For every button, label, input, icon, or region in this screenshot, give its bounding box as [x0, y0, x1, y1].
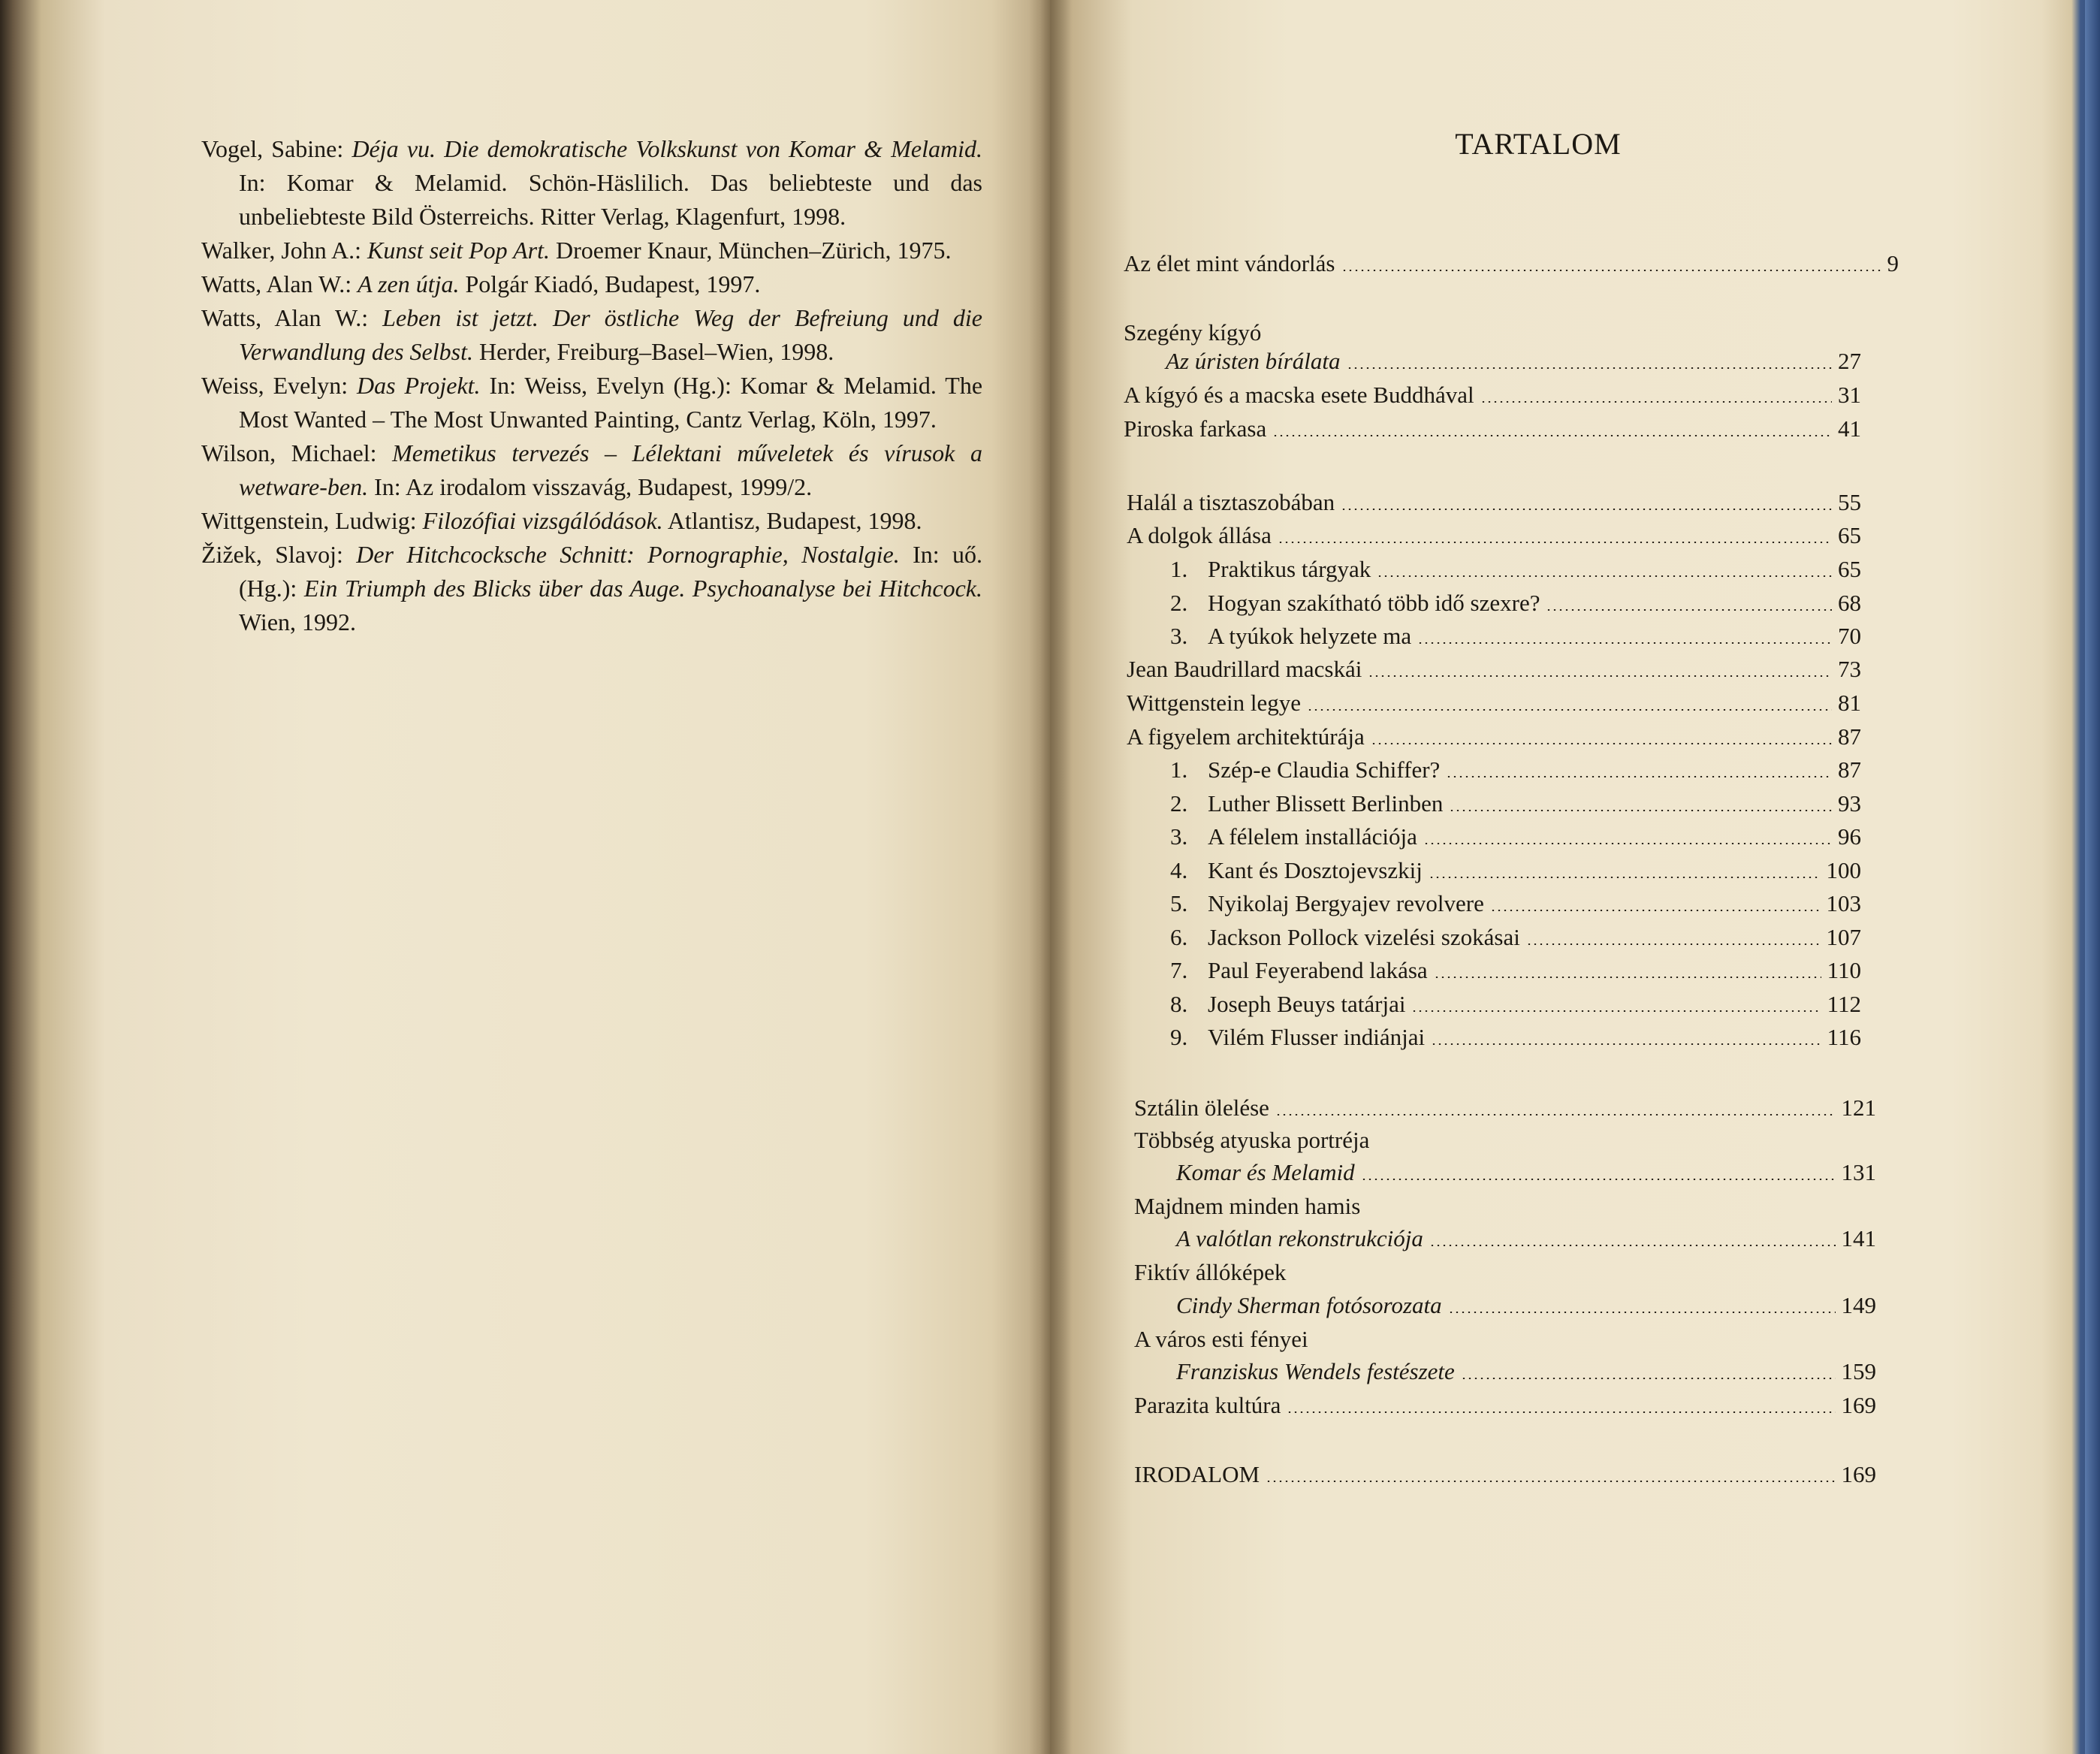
dot-leader	[1449, 810, 1832, 811]
toc-entry[interactable]	[1134, 1125, 1369, 1156]
toc-page-number: 41	[1838, 415, 1861, 442]
bib-entry	[201, 369, 982, 436]
toc-entry[interactable]	[1124, 413, 1861, 445]
bib-details: Polgár Kiadó, Budapest, 1997.	[459, 270, 761, 297]
dot-leader	[1429, 1245, 1836, 1246]
toc-entry[interactable]	[1124, 317, 1261, 349]
toc-entry-title: A figyelem architektúrája	[1127, 723, 1365, 750]
toc-page-number: 9	[1887, 250, 1899, 276]
dot-leader	[1272, 435, 1832, 436]
bib-author: Wittgenstein, Ludwig:	[201, 507, 423, 534]
bib-author: Walker, John A.:	[201, 237, 367, 264]
dot-leader	[1434, 977, 1821, 978]
toc-entry-title: Cindy Sherman fotósorozata	[1176, 1292, 1442, 1318]
dot-leader	[1446, 776, 1832, 777]
bib-title: Memetikus tervezés – Lélektani műveletek és vírusok a wetware-ben.	[239, 439, 983, 500]
toc-entry-label: Paul Feyerabend lakása	[1208, 957, 1428, 983]
toc-entry[interactable]	[1170, 855, 1861, 886]
toc-entry-number: 8.	[1170, 991, 1188, 1017]
toc-page-number: 73	[1838, 656, 1861, 682]
toc-page-number: 68	[1838, 590, 1861, 616]
toc-entry-number: 4.	[1170, 857, 1188, 883]
toc-page-number: 149	[1841, 1292, 1876, 1318]
toc-entry[interactable]	[1170, 587, 1861, 619]
toc-entry-label: Vilém Flusser indiánjai	[1208, 1024, 1426, 1050]
bib-details: In: Az irodalom visszavág, Budapest, 1999/2.	[368, 473, 813, 500]
toc-entry-title: A kígyó és a macska esete Buddhával	[1124, 382, 1474, 408]
toc-entry[interactable]	[1134, 1459, 1876, 1490]
dot-leader	[1526, 943, 1821, 945]
toc-entry[interactable]	[1127, 487, 1861, 518]
toc-entry-label: A tyúkok helyzete ma	[1208, 623, 1412, 649]
bib-title: Filozófiai vizsgálódások.	[422, 507, 663, 534]
dot-leader	[1417, 642, 1832, 644]
toc-entry[interactable]	[1127, 721, 1861, 753]
toc-entry-title	[1170, 788, 1443, 820]
toc-page-number: 131	[1841, 1159, 1876, 1185]
toc-entry-number: 2.	[1170, 590, 1188, 616]
toc-page-number: 116	[1827, 1024, 1861, 1050]
toc-page-number: 70	[1838, 623, 1861, 649]
toc-entry-title	[1170, 620, 1411, 652]
toc-entry-number: 3.	[1170, 623, 1188, 649]
bib-entry	[201, 132, 982, 234]
toc-page-number: 169	[1841, 1461, 1876, 1487]
toc-entry-title	[1170, 888, 1484, 919]
toc-page-number: 96	[1838, 823, 1861, 850]
dot-leader	[1287, 1411, 1835, 1413]
bib-title: Déja vu. Die demokratische Volkskunst von Komar & Melamid.	[352, 135, 982, 162]
bib-entry	[201, 538, 982, 639]
toc-entry-title: Komar és Melamid	[1176, 1159, 1355, 1185]
toc-entry-title: Többség atyuska portréja	[1134, 1127, 1370, 1153]
bib-author: Watts, Alan W.:	[201, 304, 383, 331]
bib-entry	[201, 234, 982, 267]
dot-leader	[1431, 1043, 1821, 1045]
toc-entry[interactable]	[1170, 788, 1861, 820]
toc-entry[interactable]	[1134, 1390, 1876, 1421]
toc-entry-title	[1170, 922, 1520, 953]
dot-leader	[1371, 743, 1832, 744]
toc-entry-title: A város esti fényei	[1134, 1326, 1308, 1352]
dot-leader	[1377, 575, 1832, 577]
toc-entry[interactable]	[1170, 888, 1861, 919]
toc-entry-title: Jean Baudrillard macskái	[1127, 656, 1362, 682]
bib-details: Herder, Freiburg–Basel–Wien, 1998.	[472, 338, 834, 365]
bib-entry	[201, 504, 982, 538]
toc-entry[interactable]	[1170, 922, 1861, 953]
toc-entry-label: Luther Blissett Berlinben	[1208, 790, 1444, 817]
toc-entry[interactable]	[1134, 1324, 1308, 1355]
toc-entry-number: 2.	[1170, 790, 1188, 817]
toc-title: TARTALOM	[1455, 127, 1622, 161]
toc-entry-label: Hogyan szakítható több idő szexre?	[1208, 590, 1540, 616]
dot-leader	[1368, 675, 1832, 677]
toc-entry-title	[1170, 989, 1405, 1020]
toc-entry-title: Franziskus Wendels festészete	[1176, 1358, 1455, 1384]
toc-entry-title	[1170, 1022, 1425, 1053]
toc-entry[interactable]	[1127, 687, 1861, 719]
toc-entry[interactable]	[1170, 989, 1861, 1020]
toc-entry[interactable]	[1134, 1257, 1286, 1288]
dot-leader	[1490, 910, 1821, 911]
toc-entry-title: A dolgok állása	[1127, 522, 1272, 548]
bibliography-list	[201, 132, 982, 639]
dot-leader	[1347, 367, 1832, 369]
toc-entry-title: Piroska farkasa	[1124, 415, 1267, 442]
toc-entry-title: Az élet mint vándorlás	[1124, 250, 1335, 276]
toc-entry-number: 5.	[1170, 890, 1188, 916]
toc-page-number: 87	[1838, 756, 1861, 783]
toc-page-number: 81	[1838, 690, 1861, 716]
toc-page-number: 169	[1841, 1392, 1876, 1418]
toc-entry-title	[1170, 955, 1428, 986]
toc-entry-title: A valótlan rekonstrukciója	[1176, 1225, 1423, 1251]
bib-details: In: uő. (Hg.):	[239, 541, 983, 602]
toc-entry-title	[1170, 754, 1440, 786]
bib-title: Leben ist jetzt. Der östliche Weg der Befreiung und die Verwandlung des Selbst.	[239, 304, 983, 365]
toc-entry[interactable]	[1166, 346, 1861, 377]
toc-entry[interactable]	[1127, 520, 1861, 551]
toc-entry-title	[1170, 587, 1540, 619]
toc-entry-label: Kant és Dosztojevszkij	[1208, 857, 1423, 883]
toc-entry-title	[1170, 554, 1371, 585]
bib-title: Das Projekt.	[357, 372, 481, 399]
toc-entry[interactable]	[1170, 554, 1861, 585]
toc-page-number: 141	[1841, 1225, 1876, 1251]
toc-page-number: 55	[1838, 489, 1861, 515]
toc-entry[interactable]	[1176, 1356, 1876, 1387]
toc-page-number: 65	[1838, 522, 1861, 548]
toc-entry[interactable]	[1124, 248, 1899, 279]
toc-entry-number: 3.	[1170, 823, 1188, 850]
toc-entry-label: Szép-e Claudia Schiffer?	[1208, 756, 1441, 783]
toc-entry-title: Wittgenstein legye	[1127, 690, 1302, 716]
bib-author: Vogel, Sabine:	[201, 135, 352, 162]
toc-entry-title: Majdnem minden hamis	[1134, 1193, 1361, 1219]
toc-entry-number: 9.	[1170, 1024, 1188, 1050]
dot-leader	[1361, 1179, 1836, 1180]
dot-leader	[1278, 542, 1832, 543]
dot-leader	[1480, 401, 1832, 403]
bib-title: Kunst seit Pop Art.	[367, 237, 550, 264]
toc-entry[interactable]	[1170, 754, 1861, 786]
toc-page-number: 31	[1838, 382, 1861, 408]
bib-details: Wien, 1992.	[239, 608, 357, 635]
toc-entry-title	[1170, 855, 1423, 886]
dot-leader	[1546, 609, 1832, 611]
dot-leader	[1429, 877, 1821, 878]
bib-author: Žižek, Slavoj:	[201, 541, 357, 568]
bib-details: Atlantisz, Budapest, 1998.	[662, 507, 922, 534]
bib-details: In: Komar & Melamid. Schön-Häslilich. Das beliebteste und das unbeliebteste Bild Österreichs. Ritter Verlag, Klagenfurt, 1998.	[239, 169, 982, 230]
toc-page-number: 110	[1827, 957, 1861, 983]
toc-page-number: 121	[1841, 1094, 1876, 1121]
toc-entry-label: Nyikolaj Bergyajev revolvere	[1208, 890, 1484, 916]
cover-edge	[2085, 0, 2100, 1754]
dot-leader	[1341, 270, 1881, 271]
toc-entry-number: 1.	[1170, 556, 1188, 582]
toc-entry-number: 6.	[1170, 924, 1188, 950]
dot-leader	[1275, 1114, 1836, 1115]
toc-entry-title: Az úristen bírálata	[1166, 348, 1341, 374]
dot-leader	[1423, 843, 1832, 844]
toc-entry-label: A félelem installációja	[1208, 823, 1417, 850]
bib-author: Watts, Alan W.:	[201, 270, 358, 297]
toc-entry-label: Joseph Beuys tatárjai	[1208, 991, 1406, 1017]
toc-entry[interactable]	[1134, 1191, 1360, 1222]
toc-entry[interactable]	[1176, 1290, 1876, 1321]
dot-leader	[1461, 1378, 1836, 1379]
toc-page-number: 87	[1838, 723, 1861, 750]
bib-entry	[201, 436, 982, 504]
toc-entry-number: 7.	[1170, 957, 1188, 983]
book-gutter	[1029, 0, 1071, 1754]
toc-page-number: 100	[1826, 857, 1861, 883]
toc-entry-title: IRODALOM	[1134, 1461, 1260, 1487]
dot-leader	[1307, 709, 1832, 711]
bib-title: Ein Triumph des Blicks über das Auge. Psychoanalyse bei Hitchcock.	[303, 575, 983, 602]
toc-page-number: 93	[1838, 790, 1861, 817]
toc-entry[interactable]	[1170, 1022, 1861, 1053]
toc-entry[interactable]	[1170, 955, 1861, 986]
toc-page-number: 103	[1826, 890, 1861, 916]
bib-details: In: Weiss, Evelyn (Hg.): Komar & Melamid. The Most Wanted – The Most Unwanted Painting, Cantz Verlag, Köln, 1997.	[239, 372, 983, 433]
toc-entry[interactable]	[1176, 1157, 1876, 1188]
toc-entry-number: 1.	[1170, 756, 1188, 783]
toc-entry-title: Sztálin ölelése	[1134, 1094, 1269, 1121]
toc-entry[interactable]	[1124, 379, 1861, 411]
toc-page-number: 65	[1838, 556, 1861, 582]
toc-entry[interactable]	[1170, 620, 1861, 652]
toc-page-number: 27	[1838, 348, 1861, 374]
bib-title: Der Hitchcocksche Schnitt: Pornographie, Nostalgie.	[356, 541, 900, 568]
toc-entry-title: Szegény kígyó	[1124, 319, 1262, 346]
toc-entry-title: Parazita kultúra	[1134, 1392, 1281, 1418]
toc-entry-title: Halál a tisztaszobában	[1127, 489, 1335, 515]
toc-entry[interactable]	[1176, 1223, 1876, 1254]
toc-entry-label: Praktikus tárgyak	[1208, 556, 1371, 582]
toc-page-number: 159	[1841, 1358, 1876, 1384]
dot-leader	[1448, 1312, 1836, 1313]
bib-entry	[201, 267, 982, 301]
toc-page-number: 112	[1827, 991, 1861, 1017]
toc-entry-title	[1170, 821, 1417, 853]
toc-page-number: 107	[1826, 924, 1861, 950]
bib-author: Wilson, Michael:	[201, 439, 393, 466]
dot-leader	[1411, 1010, 1821, 1012]
toc-entry-title: Fiktív állóképek	[1134, 1259, 1287, 1285]
dot-leader	[1266, 1481, 1835, 1482]
bib-author: Weiss, Evelyn:	[201, 372, 358, 399]
toc-entry-label: Jackson Pollock vizelési szokásai	[1208, 924, 1520, 950]
bib-details: Droemer Knaur, München–Zürich, 1975.	[549, 237, 952, 264]
toc-entry[interactable]	[1127, 654, 1861, 685]
bib-entry	[201, 301, 982, 369]
dot-leader	[1341, 509, 1832, 510]
bib-title: A zen útja.	[358, 270, 460, 297]
toc-entry[interactable]	[1134, 1092, 1876, 1124]
toc-entry[interactable]	[1170, 821, 1861, 853]
